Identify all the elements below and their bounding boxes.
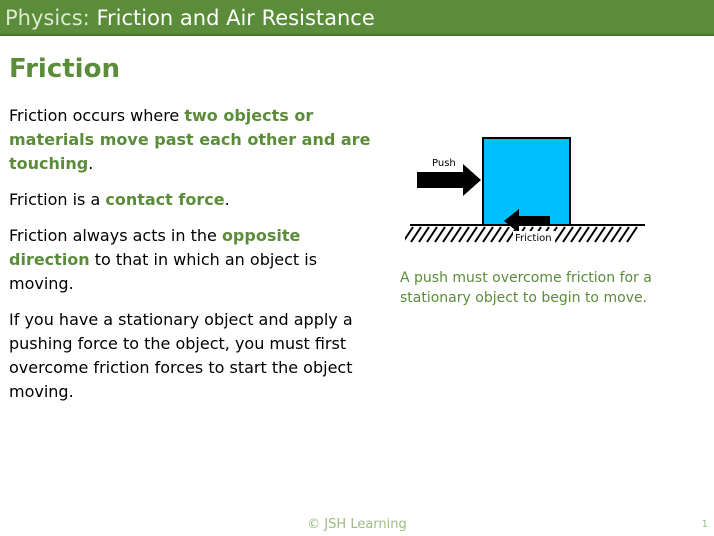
highlight-text: two objects or materials move past each other and are touching — [9, 106, 371, 173]
diagram-caption: A push must overcome friction for a stationary object to begin to move. — [400, 270, 652, 306]
text-run: If you have a stationary object and apply a pushing force to the object, you must first overcome friction forces to start the object moving. — [9, 310, 353, 401]
body-paragraph — [9, 104, 381, 176]
text-run: Friction occurs where — [9, 106, 185, 125]
slide-header — [0, 0, 714, 36]
body-text — [9, 104, 381, 416]
push-label: Push — [432, 158, 456, 169]
header-topic: Friction and Air Resistance — [96, 6, 375, 30]
header-subject: Physics: — [5, 6, 90, 30]
block — [483, 138, 570, 225]
text-run: . — [224, 190, 230, 209]
text-run: Friction always acts in the — [9, 226, 222, 245]
body-paragraph — [9, 188, 381, 212]
friction-label: Friction — [515, 233, 552, 244]
page-number: 1 — [701, 519, 708, 530]
slide-title: Friction — [9, 54, 120, 84]
body-paragraph — [9, 224, 381, 296]
friction-diagram — [405, 130, 655, 245]
footer-copyright: © JSH Learning — [307, 517, 407, 532]
text-run: Friction is a — [9, 190, 106, 209]
text-run: to that in which an object is moving. — [9, 250, 318, 293]
highlight-text: opposite direction — [9, 226, 301, 269]
body-paragraph — [9, 308, 381, 404]
text-run: . — [88, 154, 94, 173]
highlight-text: contact force — [105, 190, 225, 209]
